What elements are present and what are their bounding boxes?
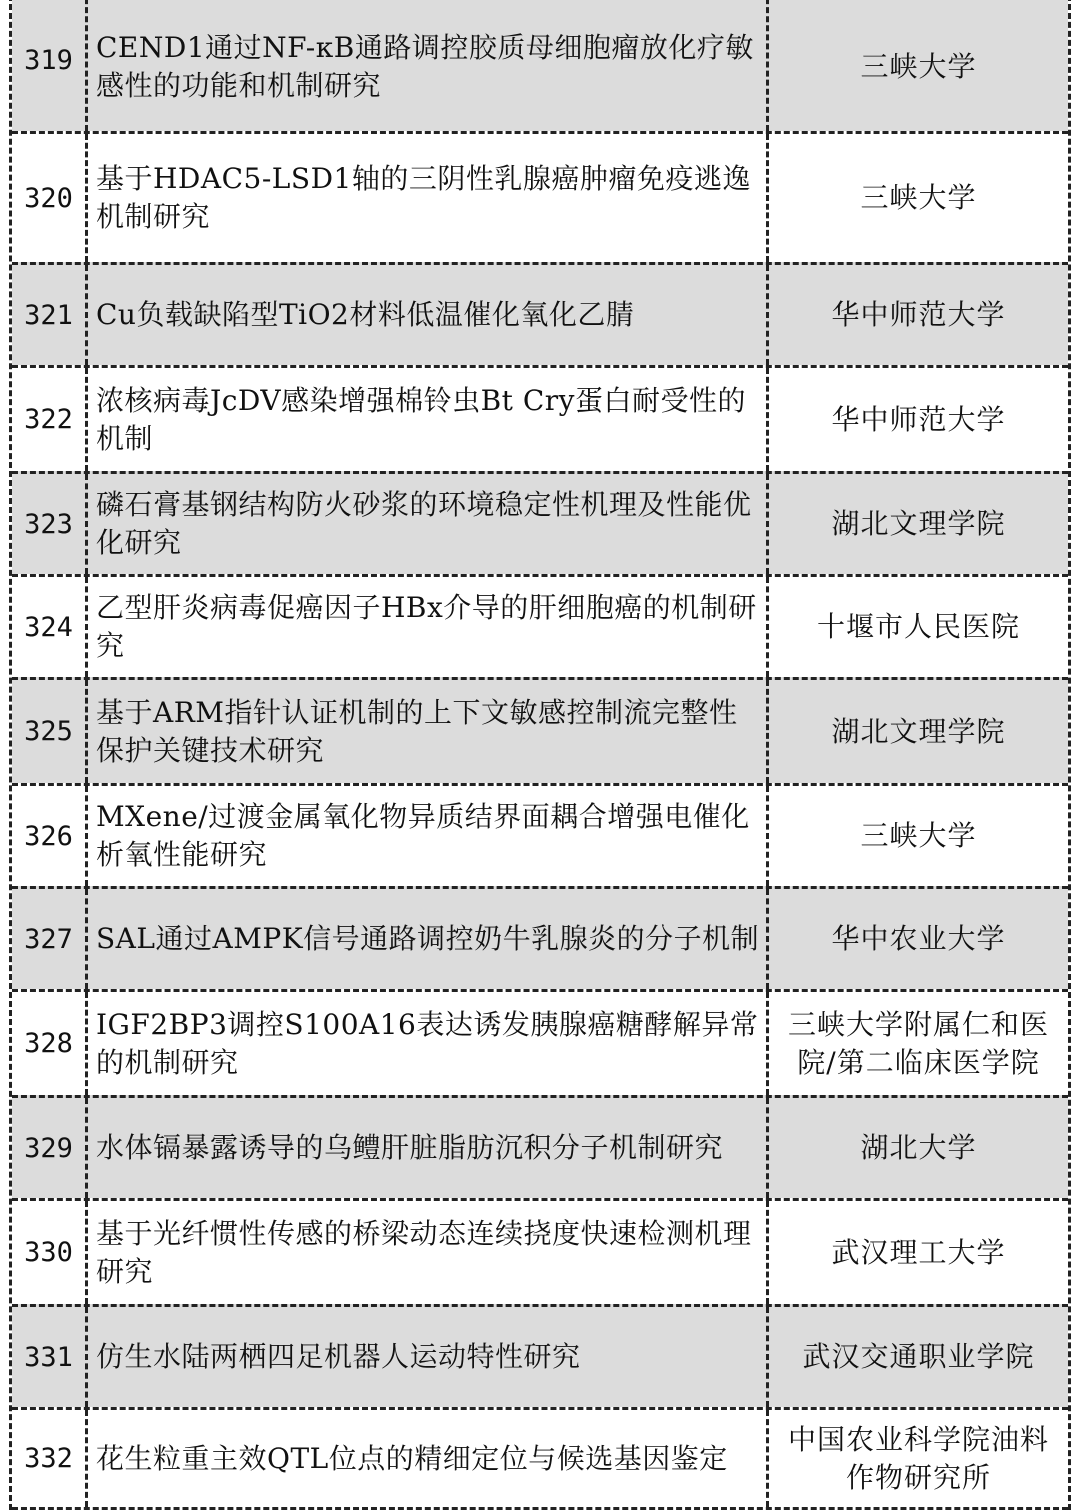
institution-name: 中国农业科学院油料作物研究所 (787, 1422, 1049, 1494)
project-title: 水体镉暴露诱导的乌鳢肝脏脂肪沉积分子机制研究 (88, 1098, 769, 1198)
table-row (12, 0, 1068, 131)
table-row (12, 989, 1068, 1095)
row-number: 325 (12, 680, 88, 783)
project-title: 仿生水陆两栖四足机器人运动特性研究 (88, 1307, 769, 1407)
institution-name: 湖北大学 (860, 1131, 977, 1164)
row-number: 324 (12, 577, 88, 677)
institution-name: 武汉交通职业学院 (802, 1340, 1035, 1373)
table-row (12, 1407, 1068, 1510)
institution-name: 三峡大学 (860, 181, 977, 214)
row-number: 319 (12, 0, 88, 131)
institution-name: 三峡大学 (860, 819, 977, 852)
table-row (12, 574, 1068, 677)
project-title: 基于光纤惯性传感的桥梁动态连续挠度快速检测机理研究 (88, 1201, 769, 1304)
project-title: SAL通过AMPK信号通路调控奶牛乳腺炎的分子机制 (88, 889, 769, 989)
row-number: 326 (12, 786, 88, 886)
project-title: 磷石膏基钢结构防火砂浆的环境稳定性机理及性能优化研究 (88, 474, 769, 574)
table-row (12, 677, 1068, 783)
project-title: 基于ARM指针认证机制的上下文敏感控制流完整性保护关键技术研究 (88, 680, 769, 783)
table-row (12, 783, 1068, 886)
row-number: 332 (12, 1410, 88, 1507)
table-row (12, 1304, 1068, 1407)
project-title: IGF2BP3调控S100A16表达诱发胰腺癌糖酵解异常的机制研究 (88, 992, 769, 1095)
table-row (12, 1095, 1068, 1198)
table-row (12, 131, 1068, 262)
institution-name: 湖北文理学院 (831, 714, 1006, 748)
project-table (9, 0, 1071, 1510)
institution-name: 三峡大学附属仁和医院/第二临床医学院 (787, 1007, 1049, 1079)
institution-name: 华中农业大学 (831, 922, 1006, 955)
row-number: 329 (12, 1098, 88, 1198)
project-title: CEND1通过NF-κB通路调控胶质母细胞瘤放化疗敏感性的功能和机制研究 (88, 0, 769, 131)
institution-name: 湖北文理学院 (831, 507, 1006, 540)
row-number: 331 (12, 1307, 88, 1407)
institution-name: 华中师范大学 (831, 402, 1006, 436)
project-title: 花生粒重主效QTL位点的精细定位与候选基因鉴定 (88, 1410, 769, 1507)
institution-name: 三峡大学 (860, 50, 977, 83)
row-number: 320 (12, 134, 88, 262)
institution-name: 武汉理工大学 (831, 1235, 1006, 1269)
row-number: 328 (12, 992, 88, 1095)
row-number: 327 (12, 889, 88, 989)
project-title: Cu负载缺陷型TiO2材料低温催化氧化乙腈 (88, 265, 769, 365)
row-number: 322 (12, 368, 88, 471)
table-row (12, 365, 1068, 471)
project-title: 浓核病毒JcDV感染增强棉铃虫Bt Cry蛋白耐受性的机制 (88, 368, 769, 471)
project-title: 乙型肝炎病毒促癌因子HBx介导的肝细胞癌的机制研究 (88, 577, 769, 677)
row-number: 321 (12, 265, 88, 365)
project-title: MXene/过渡金属氧化物异质结界面耦合增强电催化析氧性能研究 (88, 786, 769, 886)
table-row (12, 262, 1068, 365)
table-row (12, 1198, 1068, 1304)
table-row (12, 886, 1068, 989)
row-number: 323 (12, 474, 88, 574)
table-row (12, 471, 1068, 574)
project-title: 基于HDAC5-LSD1轴的三阴性乳腺癌肿瘤免疫逃逸机制研究 (88, 134, 769, 262)
row-number: 330 (12, 1201, 88, 1304)
institution-name: 华中师范大学 (831, 298, 1006, 331)
institution-name: 十堰市人民医院 (816, 610, 1020, 643)
